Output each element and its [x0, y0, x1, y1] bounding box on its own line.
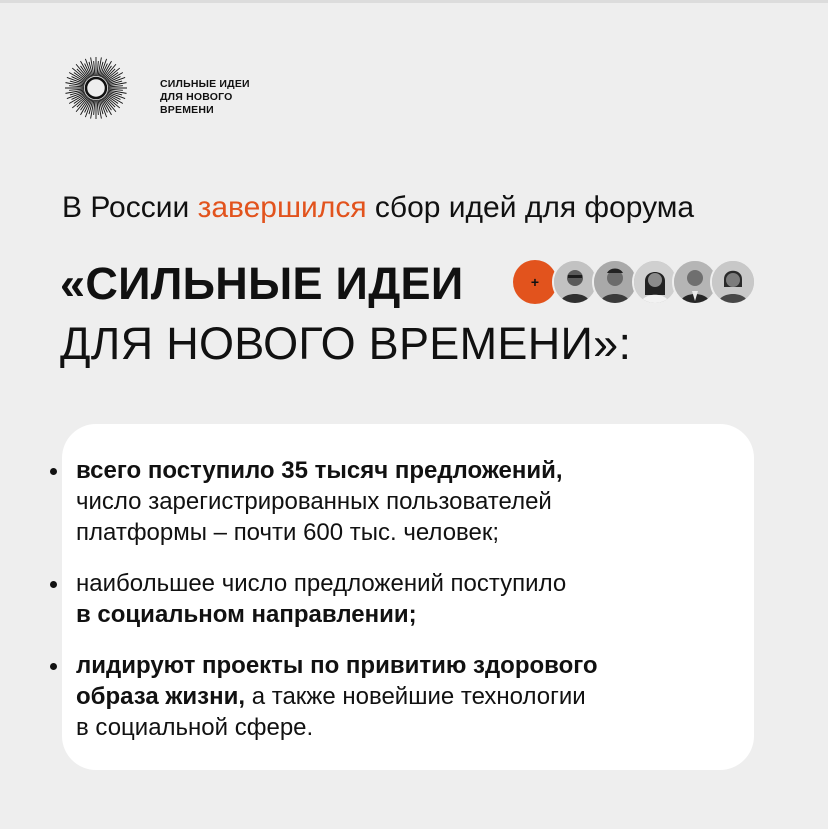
logo-line-1: СИЛЬНЫЕ ИДЕИ [160, 78, 250, 90]
list-item [76, 455, 656, 548]
item-1-line-1 [76, 455, 656, 486]
lead-accent: завершился [197, 191, 367, 224]
bullet-icon [50, 663, 57, 670]
item-3-line-2 [76, 681, 656, 712]
title-line-2: ДЛЯ НОВОГО ВРЕМЕНИ»: [60, 318, 632, 369]
avatar [710, 259, 756, 305]
item-3-rest-2: а также новейшие технологии [245, 683, 586, 710]
item-2-bold: в социальном направлении; [76, 601, 417, 628]
logo-line-2: ДЛЯ НОВОГО [160, 91, 233, 103]
lead-line [62, 190, 694, 226]
item-3-bold-2: образа жизни, [76, 683, 246, 710]
item-3-line-3: в социальной сфере. [76, 714, 314, 741]
sunburst-logo-icon [64, 56, 128, 120]
title-line-1: «СИЛЬНЫЕ ИДЕИ [60, 258, 464, 309]
item-3-bold-1: лидируют проекты по привитию здорового [76, 652, 598, 679]
brand-logo [64, 56, 294, 120]
lead-before: В России [62, 191, 198, 224]
list-item [76, 650, 656, 743]
item-1-line-3: платформы – почти 600 тыс. человек; [76, 519, 500, 546]
list-item [76, 568, 656, 630]
item-1-bold: всего поступило 35 тысяч предложений, [76, 457, 563, 484]
logo-line-3: ВРЕМЕНИ [160, 104, 214, 116]
top-edge [0, 0, 828, 3]
item-2-line-2 [76, 599, 656, 630]
item-2-line-1: наибольшее число предложений поступило [76, 570, 567, 597]
plus-icon: + [530, 274, 540, 290]
plus-badge [513, 260, 557, 304]
bullet-icon [50, 581, 57, 588]
item-3-line-1 [76, 650, 656, 681]
item-1-line-2: число зарегистрированных пользователей [76, 488, 552, 515]
lead-after: сбор идей для форума [366, 191, 695, 224]
bullet-icon [50, 468, 57, 475]
logo-wordmark [160, 78, 250, 117]
